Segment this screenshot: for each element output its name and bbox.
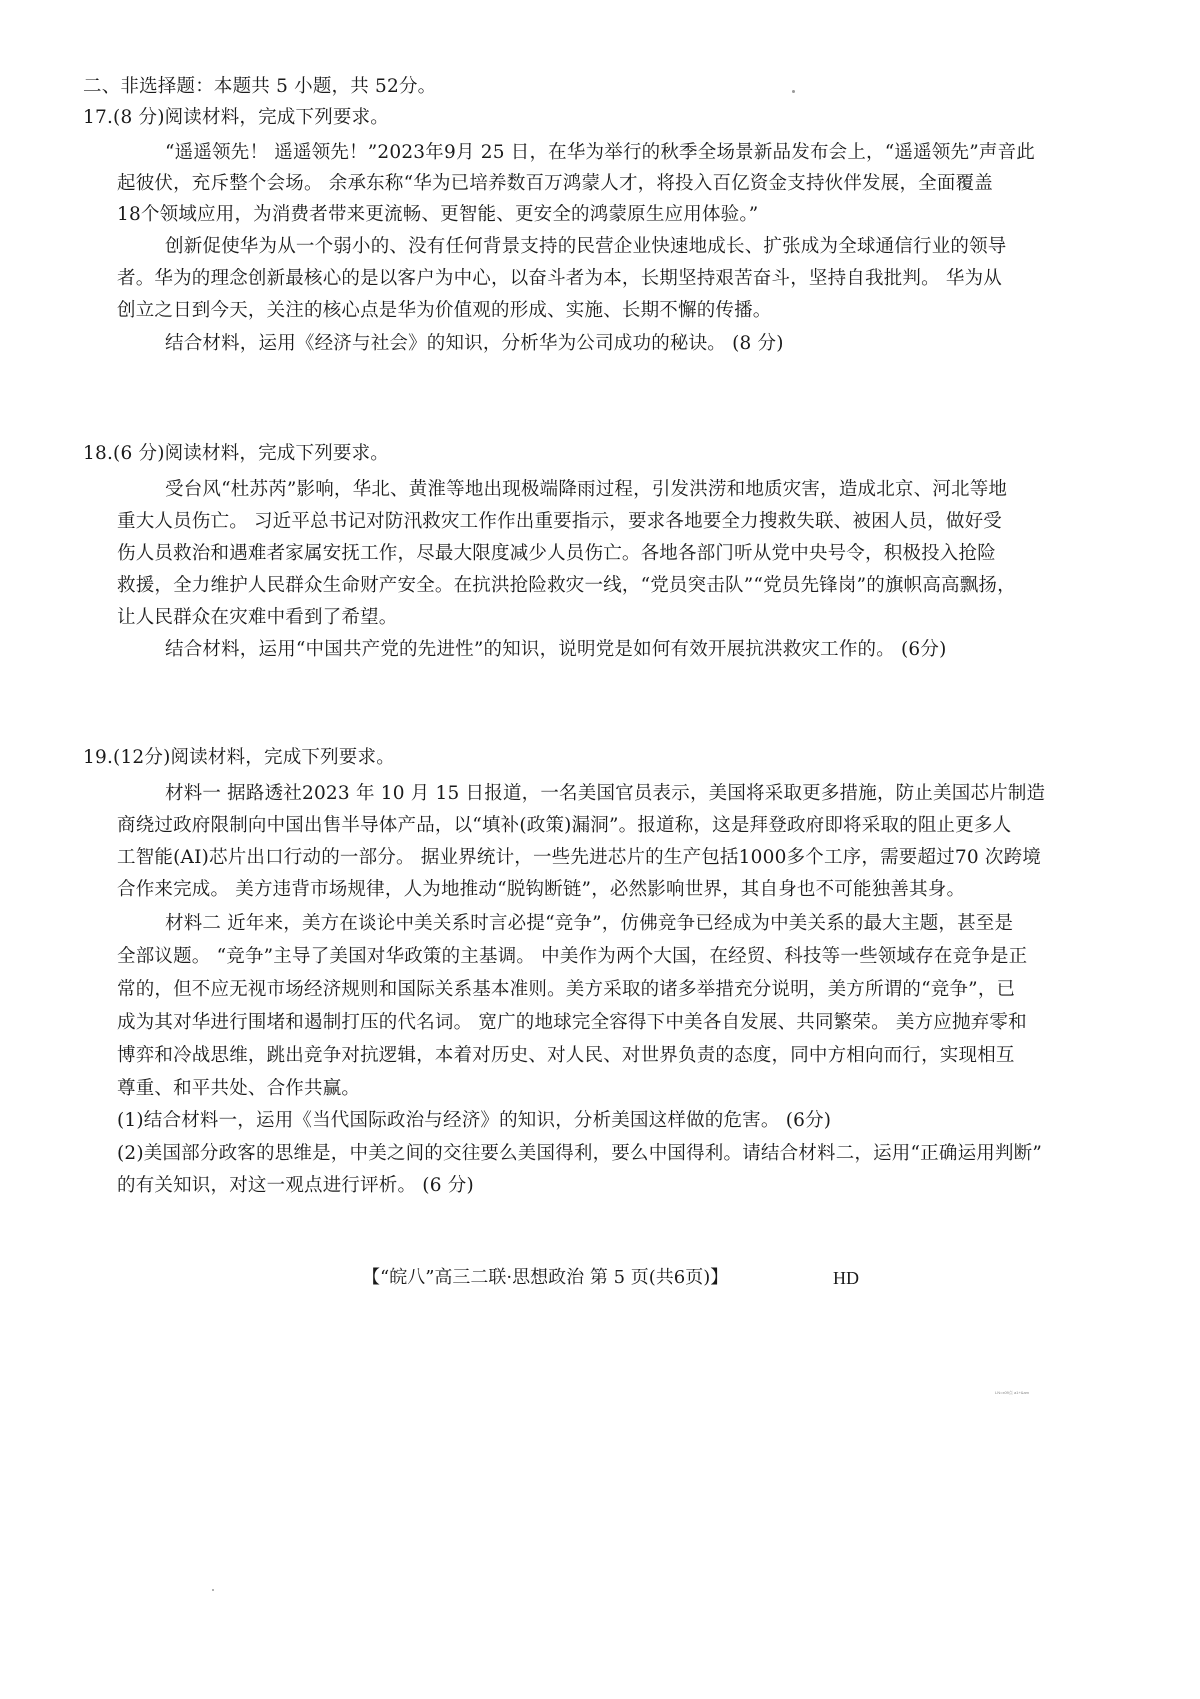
q19-line: 常的，但不应无视市场经济规则和国际关系基本准则。美方采取的诸多举措充分说明，美方所谓的“竞争”，已: [117, 979, 1016, 1000]
q18-line: 受台风“杜苏芮”影响，华北、黄淮等地出现极端降雨过程，引发洪涝和地质灾害，造成北京、河北等地: [165, 479, 1008, 500]
q19-line: 合作来完成。 美方违背市场规律，人为地推动“脱钩断链”，必然影响世界，其自身也不可能独善其身。: [117, 879, 966, 900]
q17-line: 起彼伏，充斥整个会场。 余承东称“华为已培养数百万鸿蒙人才，将投入百亿资金支持伙伴发展，全面覆盖: [117, 173, 993, 194]
q18-line: 伤人员救治和遇难者家属安抚工作，尽最大限度减少人员伤亡。各地各部门听从党中央号令，积极投入抢险: [117, 543, 996, 564]
q19-line: 材料一 据路透社2023 年 10 月 15 日报道，一名美国官员表示，美国将采取更多措施，防止美国芯片制造: [165, 783, 1046, 804]
q19-title: 19.(12分)阅读材料，完成下列要求。: [83, 747, 395, 768]
q17-line: 18个领域应用，为消费者带来更流畅、更智能、更安全的鸿蒙原生应用体验。”: [117, 204, 759, 225]
q18-prompt: 结合材料，运用“中国共产党的先进性”的知识，说明党是如何有效开展抗洪救灾工作的。 (6分): [165, 639, 947, 660]
q19-subquestion-2: (2)美国部分政客的思维是，中美之间的交往要么美国得利，要么中国得利。请结合材料二，运用“正确运用判断”: [117, 1143, 1043, 1164]
q19-line: 博弈和冷战思维，跳出竞争对抗逻辑，本着对历史、对人民、对世界负责的态度，同中方相向而行，实现相互: [117, 1045, 1015, 1066]
q17-title: 17.(8 分)阅读材料，完成下列要求。: [83, 107, 390, 128]
footer-code: HD: [833, 1268, 859, 1288]
q17-prompt: 结合材料，运用《经济与社会》的知识，分析华为公司成功的秘诀。 (8 分): [165, 333, 784, 354]
q19-subquestion-2-cont: 的有关知识，对这一观点进行评析。 (6 分): [117, 1175, 474, 1196]
q18-line: 让人民群众在灾难中看到了希望。: [117, 607, 398, 628]
q18-title: 18.(6 分)阅读材料，完成下列要求。: [83, 443, 390, 464]
q19-line: 商绕过政府限制向中国出售半导体产品，以“填补(政策)漏洞”。报道称，这是拜登政府即将采取的阻止更多人: [117, 815, 1012, 836]
scan-speck: [792, 90, 795, 93]
q17-line: “遥遥领先！ 遥遥领先！”2023年9月 25 日，在华为举行的秋季全场景新品发布会上，“遥遥领先”声音此: [165, 142, 1035, 163]
q17-line: 创新促使华为从一个弱小的、没有任何背景支持的民营企业快速地成长、扩张成为全球通信行业的领导: [165, 236, 1007, 257]
q18-line: 救援，全力维护人民群众生命财产安全。在抗洪抢险救灾一线，“党员突击队”“党员先锋岗”的旗帜高高飘扬，: [117, 575, 1016, 596]
section-header: 二、非选择题：本题共 5 小题，共 52分。: [83, 76, 437, 97]
scan-speck: [212, 1589, 214, 1591]
q19-line: 材料二 近年来，美方在谈论中美关系时言必提“竞争”，仿佛竞争已经成为中美关系的最大主题，甚至是: [165, 913, 1014, 934]
q19-line: 成为其对华进行围堵和遏制打压的代名词。 宽广的地球完全容得下中美各自发展、共同繁荣。 美方应抛弃零和: [117, 1012, 1027, 1033]
q18-line: 重大人员伤亡。 习近平总书记对防汛救灾工作作出重要指示，要求各地要全力搜救失联、被困人员，做好受: [117, 511, 1002, 532]
q19-line: 尊重、和平共处、合作共赢。: [117, 1078, 361, 1099]
q19-line: 全部议题。 “竞争”主导了美国对华政策的主基调。 中美作为两个大国，在经贸、科技等一些领域存在竞争是正: [117, 946, 1028, 967]
scan-watermark: LN=x09点 a1+&am: [995, 1390, 1030, 1395]
q17-line: 创立之日到今天，关注的核心点是华为价值观的形成、实施、长期不懈的传播。: [117, 300, 772, 321]
page-footer: 【“皖八”高三二联·思想政治 第 5 页(共6页)】: [362, 1267, 729, 1288]
q19-line: 工智能(AI)芯片出口行动的一部分。 据业界统计，一些先进芯片的生产包括1000多个工序，需要超过70 次跨境: [117, 847, 1041, 868]
q19-subquestion-1: (1)结合材料一，运用《当代国际政治与经济》的知识，分析美国这样做的危害。 (6分): [117, 1110, 832, 1131]
q17-line: 者。华为的理念创新最核心的是以客户为中心，以奋斗者为本，长期坚持艰苦奋斗，坚持自我批判。 华为从: [117, 268, 1002, 289]
